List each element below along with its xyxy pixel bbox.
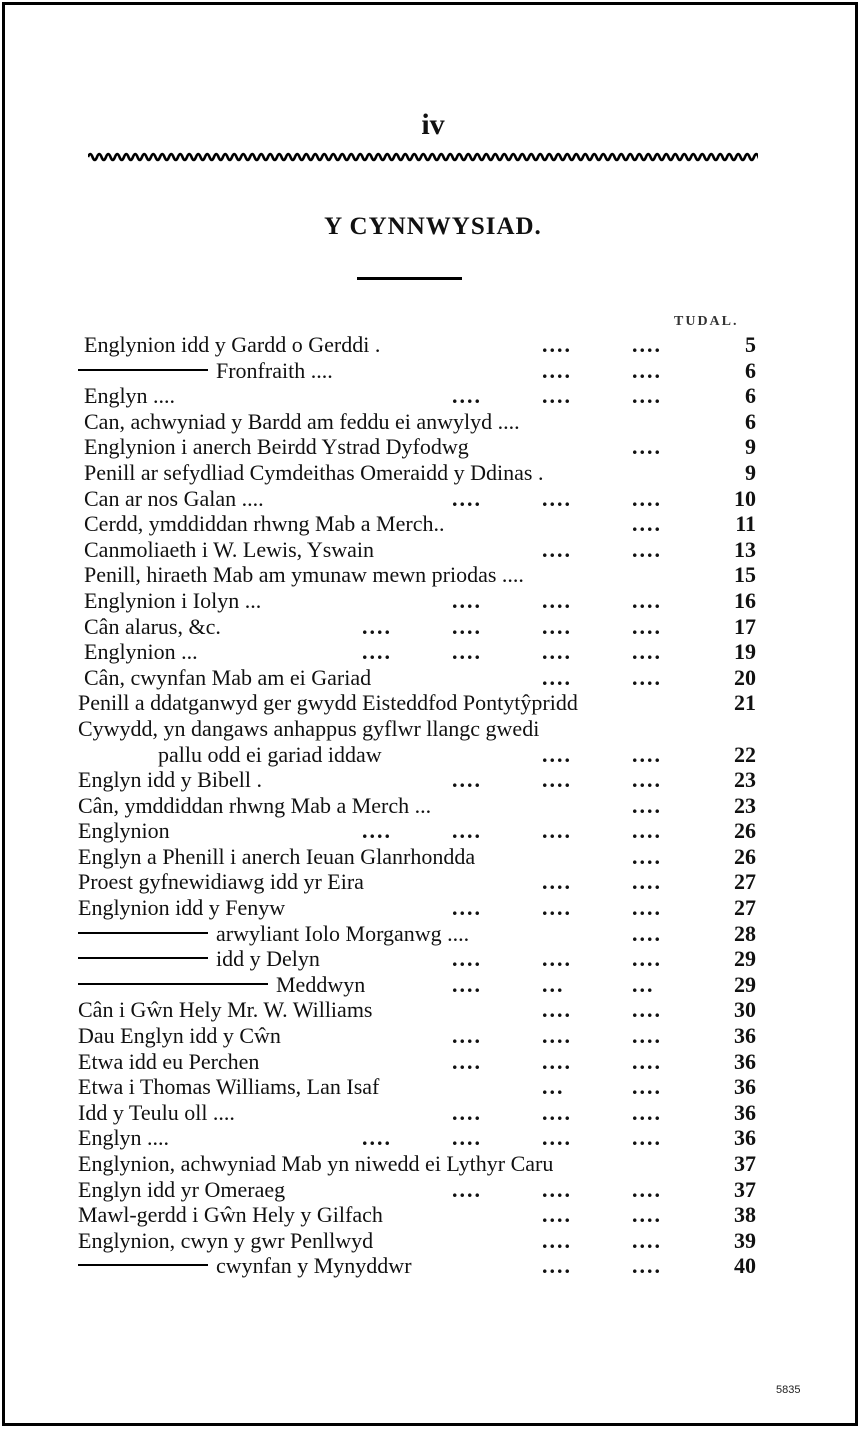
toc-title-text: Canmoliaeth i W. Lewis, Yswain (84, 536, 375, 562)
dot-leader: .... (632, 1227, 662, 1253)
dot-leader: .... (452, 1176, 482, 1202)
dot-leader: .... (632, 997, 662, 1023)
toc-title-text: Englyn idd y Bibell . (78, 767, 262, 793)
toc-entry-title (78, 1202, 383, 1228)
dot-leader: .... (632, 613, 662, 639)
toc-entry (76, 690, 756, 716)
dot-leader: .... (632, 818, 662, 844)
toc-page-number: 11 (735, 511, 756, 537)
ditto-dash (78, 983, 268, 985)
toc-title-text: Englynion (78, 818, 170, 844)
toc-entry (76, 767, 756, 793)
dot-leader: .... (452, 383, 482, 409)
toc-title-text: Englyn .... (84, 383, 176, 409)
dot-leader: .... (542, 1176, 572, 1202)
dot-leader: .... (542, 485, 572, 511)
dot-leader: .... (632, 511, 662, 537)
toc-entry (76, 332, 756, 358)
dot-leader: .... (362, 818, 392, 844)
dot-leader: .... (632, 1074, 662, 1100)
dot-leader: .... (632, 1023, 662, 1049)
toc-entry (76, 1202, 756, 1228)
toc-page-number: 15 (734, 562, 756, 588)
dot-leader: .... (632, 664, 662, 690)
dot-leader: .... (542, 639, 572, 665)
toc-entry (76, 511, 756, 537)
toc-entry (76, 1049, 756, 1075)
contents-title: Y CYNNWYSIAD. (324, 213, 542, 240)
toc-entry (76, 972, 756, 998)
toc-entry (76, 818, 756, 844)
dot-leader: .... (632, 536, 662, 562)
dot-leader: .... (542, 1253, 572, 1279)
toc-entry-title (84, 332, 380, 358)
toc-entry-title (78, 1023, 281, 1049)
toc-entry-title (84, 562, 524, 588)
toc-title-text: Englynion i anerch Beirdd Ystrad Dyfodwg (84, 434, 469, 460)
toc-entry (76, 614, 756, 640)
toc-title-text: Englynion idd y Fenyw (78, 895, 286, 921)
toc-entry-title (84, 614, 221, 640)
dot-leader: .... (632, 639, 662, 665)
toc-page-number: 28 (734, 920, 756, 946)
table-of-contents (76, 332, 756, 1279)
toc-entry (76, 1100, 756, 1126)
toc-title-text: Fronfraith .... (216, 357, 333, 383)
dot-leader: .... (452, 639, 482, 665)
toc-title-text: Idd y Teulu oll .... (78, 1099, 235, 1125)
toc-entry-title (78, 793, 431, 819)
toc-page-number: 23 (734, 767, 756, 793)
toc-entry-title (84, 665, 371, 691)
toc-entry (76, 716, 756, 767)
toc-entry (76, 946, 756, 972)
toc-title-text: Cân, cwynfan Mab am ei Gariad (84, 664, 372, 690)
toc-entry-title (84, 511, 444, 537)
toc-title-text: Etwa idd eu Perchen (78, 1048, 260, 1074)
toc-title-text: Cân alarus, &c. (84, 613, 221, 639)
toc-page-number: 27 (734, 869, 756, 895)
toc-entry (76, 921, 756, 947)
dot-leader: .... (632, 843, 662, 869)
toc-page-number: 9 (745, 434, 756, 460)
toc-page-number: 19 (734, 639, 756, 665)
toc-page-number: 16 (734, 587, 756, 613)
toc-title-text: Meddwyn (276, 971, 366, 997)
toc-entry (76, 537, 756, 563)
toc-entry (76, 588, 756, 614)
toc-entry-title (78, 716, 539, 742)
toc-entry-title (84, 460, 543, 486)
dot-leader: .... (452, 1048, 482, 1074)
dot-leader: .... (632, 792, 662, 818)
toc-entry-title (78, 1228, 373, 1254)
dot-leader: .... (542, 1125, 572, 1151)
toc-entry-title (78, 946, 320, 972)
dot-leader: .... (632, 1048, 662, 1074)
dot-leader: .... (542, 1023, 572, 1049)
toc-entry (76, 562, 756, 588)
toc-page-number: 36 (734, 1074, 756, 1100)
toc-page-number: 22 (734, 741, 756, 767)
ditto-dash (78, 932, 208, 934)
dot-leader: .... (542, 383, 572, 409)
toc-title-text: Penill ar sefydliad Cymdeithas Omeraidd y Ddinas . (84, 459, 544, 485)
toc-entry (76, 997, 756, 1023)
toc-entry (76, 460, 756, 486)
toc-page-number: 6 (745, 408, 756, 434)
toc-page-number: 29 (734, 971, 756, 997)
toc-entry (76, 1074, 756, 1100)
toc-page-number: 6 (745, 357, 756, 383)
toc-entry (76, 383, 756, 409)
toc-entry-title (84, 639, 198, 665)
dot-leader: .... (542, 664, 572, 690)
toc-title-text: Cân i Gŵn Hely Mr. W. Williams (78, 997, 373, 1023)
toc-entry (76, 844, 756, 870)
toc-entry-title (78, 869, 364, 895)
toc-entry (76, 793, 756, 819)
toc-title-text: Can, achwyniad y Bardd am feddu ei anwylyd .... (84, 408, 520, 434)
toc-entry-title (78, 1100, 235, 1126)
dot-leader: .... (542, 332, 572, 357)
toc-entry (76, 486, 756, 512)
dot-leader: ... (542, 971, 565, 997)
toc-title-text: Penill, hiraeth Mab am ymunaw mewn priodas .... (84, 562, 524, 588)
toc-entry-title (78, 972, 365, 998)
dot-leader: .... (452, 1099, 482, 1125)
toc-title-text: Englynion, achwyniad Mab yn niwedd ei Lythyr Caru (78, 1151, 554, 1176)
toc-entry (76, 409, 756, 435)
toc-page-number: 13 (734, 536, 756, 562)
toc-title-text: Cân, ymddiddan rhwng Mab a Merch ... (78, 792, 432, 818)
dot-leader: .... (632, 1125, 662, 1151)
toc-entry-title (78, 997, 373, 1023)
dot-leader: .... (542, 357, 572, 383)
dot-leader: .... (362, 613, 392, 639)
dot-leader: .... (542, 1227, 572, 1253)
ditto-dash (78, 1264, 208, 1266)
dot-leader: .... (542, 997, 572, 1023)
toc-entry-title (84, 383, 175, 409)
toc-page-number: 9 (745, 459, 756, 485)
toc-page-number: 37 (734, 1151, 756, 1176)
toc-page-number: 39 (734, 1227, 756, 1253)
toc-entry (76, 434, 756, 460)
dot-leader: .... (632, 741, 662, 767)
toc-entry-title (78, 1049, 259, 1075)
toc-entry (76, 869, 756, 895)
dot-leader: .... (452, 971, 482, 997)
dot-leader: .... (542, 869, 572, 895)
page-id: 5835 (776, 1384, 801, 1396)
dot-leader: .... (452, 613, 482, 639)
toc-page-number: 30 (734, 997, 756, 1023)
toc-page-number: 40 (734, 1253, 756, 1279)
toc-title-text: Mawl-gerdd i Gŵn Hely y Gilfach (78, 1202, 383, 1228)
dot-leader: .... (542, 818, 572, 844)
dot-leader: .... (632, 920, 662, 946)
dot-leader: .... (632, 1099, 662, 1125)
toc-entry-title (78, 844, 475, 870)
toc-title-text: Cerdd, ymddiddan rhwng Mab a Merch.. (84, 511, 445, 537)
dot-leader: .... (632, 1253, 662, 1279)
toc-page-number: 36 (734, 1023, 756, 1049)
toc-entry (76, 1228, 756, 1254)
toc-title-text: Englynion i Iolyn ... (84, 587, 262, 613)
folio-number: iv (421, 108, 445, 141)
dot-leader: .... (542, 946, 572, 972)
page-column-header: TUDAL. (674, 314, 739, 329)
toc-entry-title (84, 434, 469, 460)
dot-leader: .... (542, 895, 572, 921)
dot-leader: .... (632, 1202, 662, 1228)
title-rule (357, 277, 462, 280)
dot-leader: ... (542, 1074, 565, 1100)
toc-title-text: Englyn .... (78, 1125, 170, 1151)
dot-leader: .... (362, 639, 392, 665)
toc-page-number: 23 (734, 792, 756, 818)
toc-title-text: Proest gyfnewidiawg idd yr Eira (78, 869, 364, 895)
dot-leader: .... (542, 1202, 572, 1228)
toc-entry (76, 1125, 756, 1151)
dot-leader: .... (452, 818, 482, 844)
toc-entry-title (84, 409, 520, 435)
toc-entry (76, 358, 756, 384)
toc-entry-title (78, 1253, 412, 1279)
dot-leader: .... (542, 536, 572, 562)
dot-leader: .... (632, 946, 662, 972)
toc-entry (76, 665, 756, 691)
ditto-dash (78, 957, 208, 959)
dot-leader: .... (452, 1023, 482, 1049)
toc-page-number: 17 (734, 613, 756, 639)
toc-page-number: 10 (734, 485, 756, 511)
toc-title-text: Englynion, cwyn y gwr Penllwyd (78, 1227, 374, 1253)
toc-entry (76, 639, 756, 665)
toc-title-text: Englynion ... (84, 639, 198, 665)
dot-leader: .... (542, 1099, 572, 1125)
toc-page-number: 36 (734, 1125, 756, 1151)
toc-title-text: Englyn idd yr Omeraeg (78, 1176, 286, 1202)
dot-leader: .... (452, 1125, 482, 1151)
toc-entry-title (78, 690, 578, 716)
toc-page-number: 5 (745, 332, 756, 357)
toc-title-text: arwyliant Iolo Morganwg .... (216, 920, 470, 946)
toc-entry-title (84, 537, 374, 563)
toc-title-text: idd y Delyn (216, 946, 320, 972)
dot-leader: .... (542, 767, 572, 793)
dot-leader: .... (632, 869, 662, 895)
dot-leader: .... (632, 587, 662, 613)
toc-entry-title (78, 1177, 285, 1203)
toc-entry-title (78, 895, 285, 921)
toc-page-number: 6 (745, 383, 756, 409)
toc-entry (76, 1151, 756, 1177)
toc-page-number: 21 (734, 690, 756, 716)
toc-entry-title (84, 588, 261, 614)
toc-page-number: 26 (734, 818, 756, 844)
toc-page-number: 29 (734, 946, 756, 972)
dot-leader: .... (632, 895, 662, 921)
dot-leader: .... (452, 767, 482, 793)
dot-leader: .... (542, 613, 572, 639)
dot-leader: .... (542, 741, 572, 767)
dot-leader: .... (632, 332, 662, 357)
toc-title-text: Cywydd, yn dangaws anhappus gyflwr llangc gwedi (78, 715, 540, 741)
toc-entry-title (78, 921, 469, 947)
dot-leader: .... (542, 1048, 572, 1074)
toc-title-text: Can ar nos Galan .... (84, 485, 264, 511)
toc-entry-title (78, 358, 333, 384)
dot-leader: ... (632, 971, 655, 997)
toc-title-text: Penill a ddatganwyd ger gwydd Eisteddfod Pontytŷpridd (78, 690, 578, 716)
dot-leader: .... (632, 485, 662, 511)
dot-leader: .... (632, 434, 662, 460)
toc-page-number: 27 (734, 895, 756, 921)
dot-leader: .... (632, 383, 662, 409)
dot-leader: .... (632, 357, 662, 383)
dot-leader: .... (632, 767, 662, 793)
dot-leader: .... (452, 895, 482, 921)
toc-entry-title (78, 767, 262, 793)
toc-entry-title (78, 1125, 169, 1151)
dot-leader: .... (362, 1125, 392, 1151)
toc-title-text: cwynfan y Mynyddwr (216, 1253, 412, 1279)
toc-entry-title-continuation: pallu odd ei gariad iddaw (158, 741, 382, 767)
toc-entry-title (78, 1151, 553, 1177)
toc-entry-title (84, 486, 264, 512)
toc-entry-title (78, 1074, 379, 1100)
toc-entry (76, 1253, 756, 1279)
toc-entry (76, 895, 756, 921)
toc-title-text: Englynion idd y Gardd o Gerddi . (84, 332, 381, 357)
toc-title-text: Dau Englyn idd y Cŵn (78, 1023, 281, 1049)
toc-page-number: 38 (734, 1202, 756, 1228)
toc-title-text: Etwa i Thomas Williams, Lan Isaf (78, 1074, 380, 1100)
dot-leader: .... (452, 587, 482, 613)
toc-entry (76, 1023, 756, 1049)
dot-leader: .... (452, 485, 482, 511)
ditto-dash (78, 369, 208, 371)
dot-leader: .... (452, 946, 482, 972)
dot-leader: .... (632, 1176, 662, 1202)
wavy-rule (88, 150, 758, 164)
toc-entry-title (78, 818, 170, 844)
toc-entry (76, 1177, 756, 1203)
toc-page-number: 37 (734, 1176, 756, 1202)
toc-page-number: 36 (734, 1099, 756, 1125)
dot-leader: .... (542, 587, 572, 613)
toc-page-number: 36 (734, 1048, 756, 1074)
toc-page-number: 20 (734, 664, 756, 690)
toc-page-number: 26 (734, 843, 756, 869)
toc-title-text: Englyn a Phenill i anerch Ieuan Glanrhondda (78, 843, 476, 869)
